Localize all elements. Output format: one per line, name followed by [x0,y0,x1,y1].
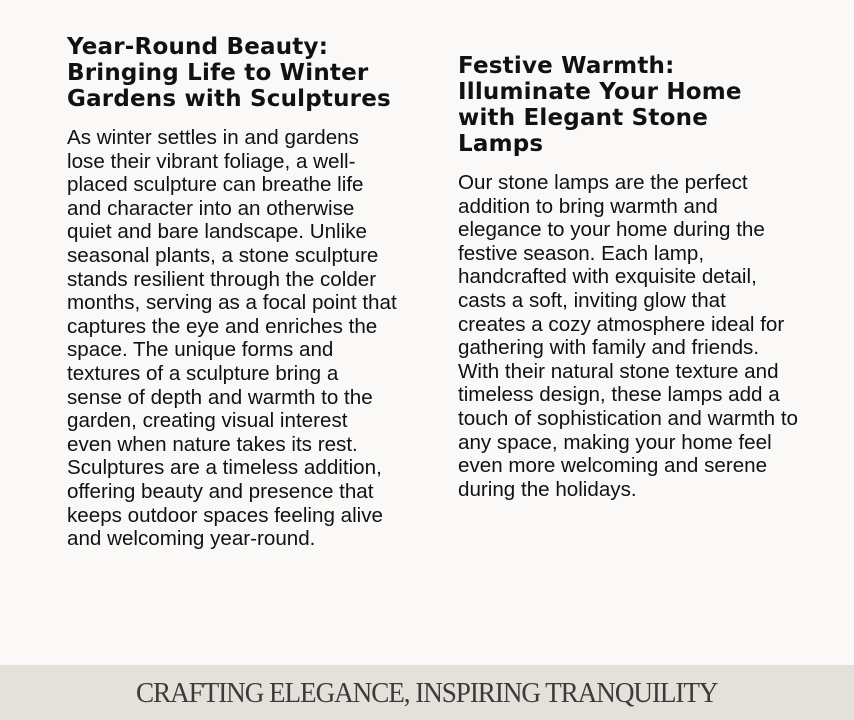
article-body: As winter settles in and gardens lose their vibrant foliage, a well-placed sculpture can breathe life and character into an otherwise quiet and bare landscape. Unlike seasonal plants, a stone sculpture stands resilient through the colder months, serving as a focal point that captures the eye and enriches the space. The unique forms and textures of a sculpture bring a sense of depth and warmth to the garden, creating visual interest even when nature takes its rest. Sculptures are a timeless addition, offering beauty and presence that keeps outdoor spaces feeling alive and welcoming year-round. [67,126,397,551]
footer-tagline: CRAFTING ELEGANCE, INSPIRING TRANQUILITY [136,677,718,709]
article-winter-sculptures [67,34,397,551]
footer-banner [0,665,854,720]
article-title: Year-Round Beauty: Bringing Life to Winter Gardens with Sculptures [67,34,391,112]
article-body: Our stone lamps are the perfect addition to bring warmth and elegance to your home during the festive season. Each lamp, handcrafted with exquisite detail, casts a soft, inviting glow that creates a cozy atmosphere ideal for gathering with family and friends. With their natural stone texture and timeless design, these lamps add a touch of sophistication and warmth to any space, making your home feel even more welcoming and serene during the holidays. [458,171,798,501]
article-title: Festive Warmth: Illuminate Your Home with Elegant Stone Lamps [458,53,742,157]
article-stone-lamps [458,53,798,501]
